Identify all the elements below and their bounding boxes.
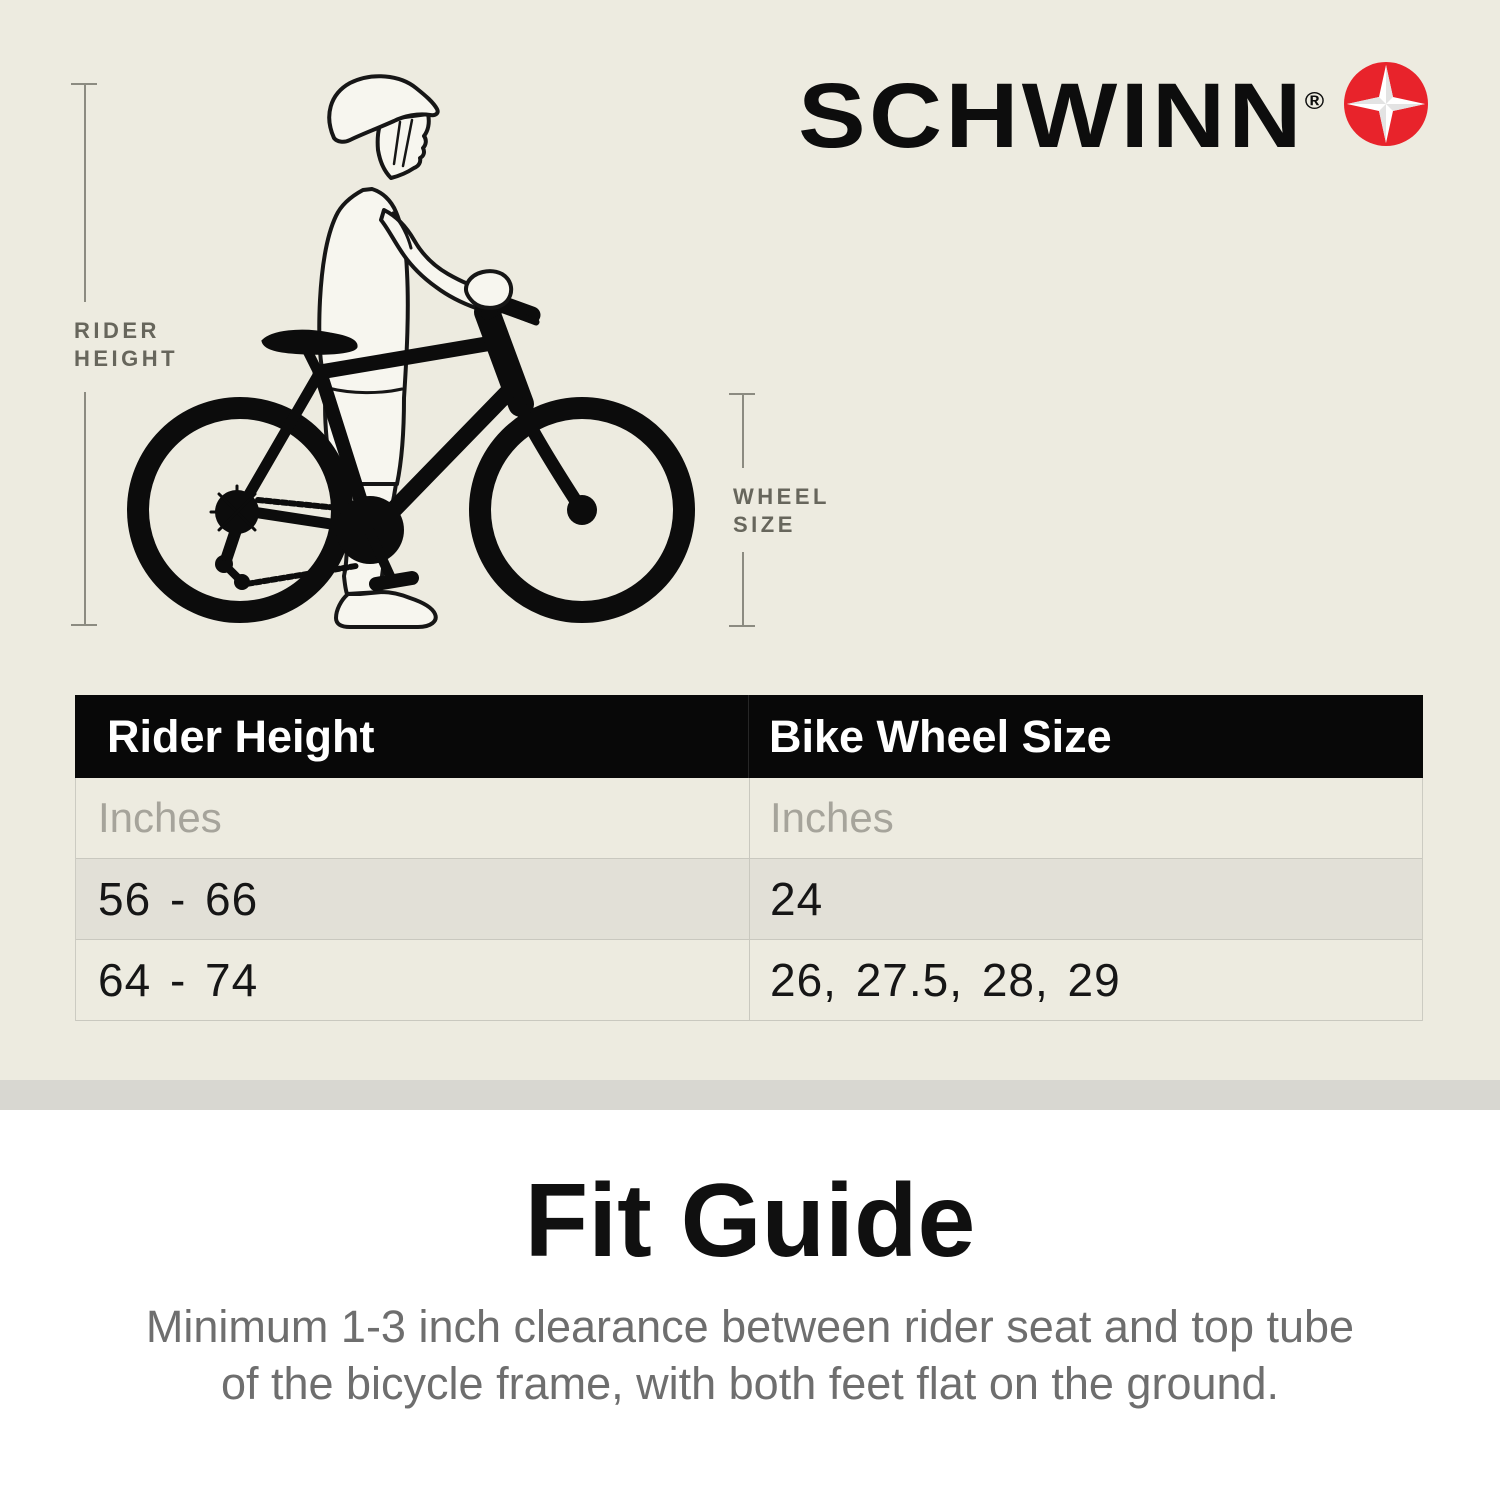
description-line: of the bicycle frame, with both feet flat on the ground. (220, 1358, 1280, 1409)
pedal (376, 578, 412, 584)
rider-height-cell: 64 - 74 (76, 940, 750, 1020)
brand-wordmark: SCHWINN® (797, 65, 1324, 167)
fit-guide-description (0, 1298, 1500, 1412)
description-line: Minimum 1-3 inch clearance between rider seat and top tube (145, 1301, 1355, 1352)
fit-guide-title: Fit Guide (524, 1163, 976, 1279)
brand-star-icon (1343, 61, 1429, 147)
bicycle-silhouette (138, 302, 684, 612)
rider-hand (466, 271, 511, 308)
table-row (76, 859, 1422, 940)
col-header-rider-height: Rider Height (75, 695, 749, 778)
col-header-wheel-size: Bike Wheel Size (769, 711, 1112, 762)
wheel-size-cell: 24 (770, 873, 824, 925)
unit-cell: Inches (76, 778, 750, 858)
brand-logo (700, 52, 1324, 167)
unit-cell: Inches (770, 794, 894, 841)
wheel-size-cell: 26, 27.5, 28, 29 (770, 954, 1121, 1006)
chain-top (258, 500, 338, 508)
head-tube (487, 312, 521, 404)
front-hub (567, 495, 597, 525)
table-unit-row (76, 778, 1422, 859)
rider-height-label: RIDER HEIGHT (74, 318, 179, 371)
rider-height-cell: 56 - 66 (76, 859, 750, 939)
bike-rider-illustration (80, 40, 760, 640)
registered-trademark: ® (1304, 88, 1324, 115)
derailleur (226, 530, 236, 560)
size-table (75, 695, 1423, 1021)
table-body (75, 778, 1423, 1021)
section-divider (0, 1080, 1500, 1110)
fit-guide-section (0, 1110, 1500, 1500)
wheel-size-label: WHEEL SIZE (733, 484, 830, 537)
table-header-row (75, 695, 1423, 778)
table-row (76, 940, 1422, 1021)
